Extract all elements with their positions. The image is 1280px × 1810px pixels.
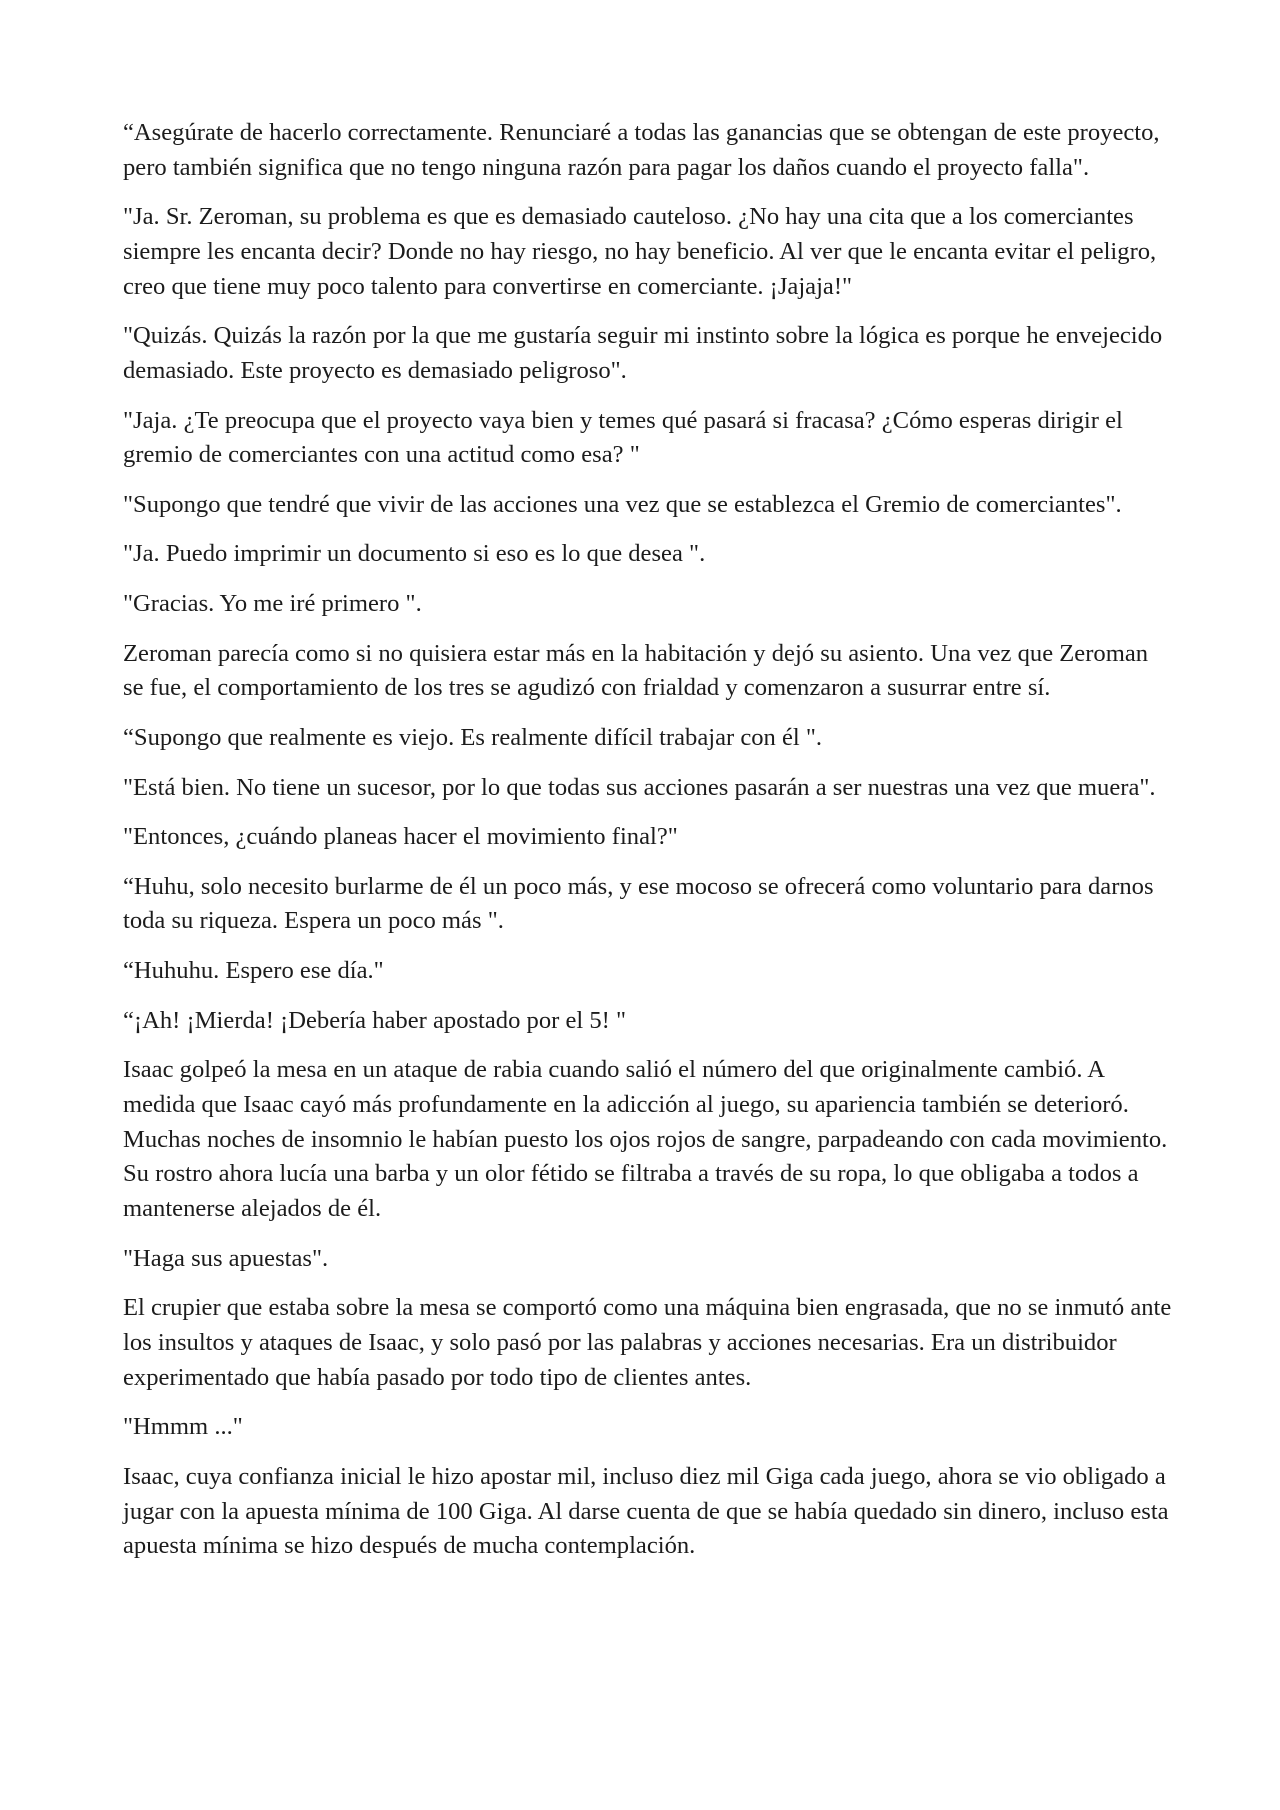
paragraph: "Supongo que tendré que vivir de las acciones una vez que se establezca el Gremio de comerciantes". xyxy=(123,490,1122,518)
paragraph: “Supongo que realmente es viejo. Es realmente difícil trabajar con él ". xyxy=(123,723,823,751)
paragraph: Isaac, cuya confianza inicial le hizo apostar mil, incluso diez mil Giga cada juego, ahora se vio obligado a jugar con la apuesta mínima de 100 Giga. Al darse cuenta de que se había quedado sin dinero, incluso esta apuesta mínima se hizo después de mucha contemplación. xyxy=(123,1462,1169,1560)
paragraph: “Asegúrate de hacerlo correctamente. Renunciaré a todas las ganancias que se obtengan de este proyecto, pero también significa que no tengo ninguna razón para pagar los daños cuando el proyecto falla". xyxy=(123,119,1160,181)
paragraph: “Huhuhu. Espero ese día." xyxy=(123,957,384,985)
paragraph: Isaac golpeó la mesa en un ataque de rabia cuando salió el número del que originalmente cambió. A medida que Isaac cayó más profundamente en la adicción al juego, su apariencia también se deterioró. Muchas noches de insomnio le habían puesto los ojos rojos de sangre, parpadeando con cada movimiento. Su rostro ahora lucía una barba y un olor fétido se filtraba a través de su ropa, lo que obligaba a todos a mantenerse alejados de él. xyxy=(123,1056,1168,1223)
paragraph: “¡Ah! ¡Mierda! ¡Debería haber apostado por el 5! " xyxy=(123,1006,627,1034)
paragraph: "Entonces, ¿cuándo planeas hacer el movimiento final?" xyxy=(123,823,678,851)
paragraph: "Ja. Puedo imprimir un documento si eso es lo que desea ". xyxy=(123,540,706,568)
paragraph: El crupier que estaba sobre la mesa se comportó como una máquina bien engrasada, que no se inmutó ante los insultos y ataques de Isaac, y solo pasó por las palabras y acciones necesarias. Era un distribuidor experimentado que había pasado por todo tipo de clientes antes. xyxy=(123,1294,1172,1391)
paragraph: "Ja. Sr. Zeroman, su problema es que es demasiado cauteloso. ¿No hay una cita que a los comerciantes siempre les encanta decir? Donde no hay riesgo, no hay beneficio. Al ver que le encanta evitar el peligro, creo que tiene muy poco talento para convertirse en comerciante. ¡Jajaja!" xyxy=(123,203,1157,300)
paragraph: “Huhu, solo necesito burlarme de él un poco más, y ese mocoso se ofrecerá como voluntario para darnos toda su riqueza. Espera un poco más ". xyxy=(123,872,1154,935)
paragraph: "Haga sus apuestas". xyxy=(123,1244,329,1272)
paragraph: "Quizás. Quizás la razón por la que me gustaría seguir mi instinto sobre la lógica es porque he envejecido demasiado. Este proyecto es demasiado peligroso". xyxy=(123,322,1163,384)
paragraph: "Jaja. ¿Te preocupa que el proyecto vaya bien y temes qué pasará si fracasa? ¿Cómo esperas dirigir el gremio de comerciantes con una actitud como esa? " xyxy=(123,406,1123,469)
paragraph: Zeroman parecía como si no quisiera estar más en la habitación y dejó su asiento. Una vez que Zeroman se fue, el comportamiento de los tres se agudizó con frialdad y comenzaron a susurrar entre sí. xyxy=(123,639,1149,702)
document-page xyxy=(123,116,1173,1579)
paragraph: "Gracias. Yo me iré primero ". xyxy=(123,590,422,618)
paragraph: "Hmmm ..." xyxy=(123,1413,243,1441)
paragraph: "Está bien. No tiene un sucesor, por lo que todas sus acciones pasarán a ser nuestras una vez que muera". xyxy=(123,773,1156,801)
